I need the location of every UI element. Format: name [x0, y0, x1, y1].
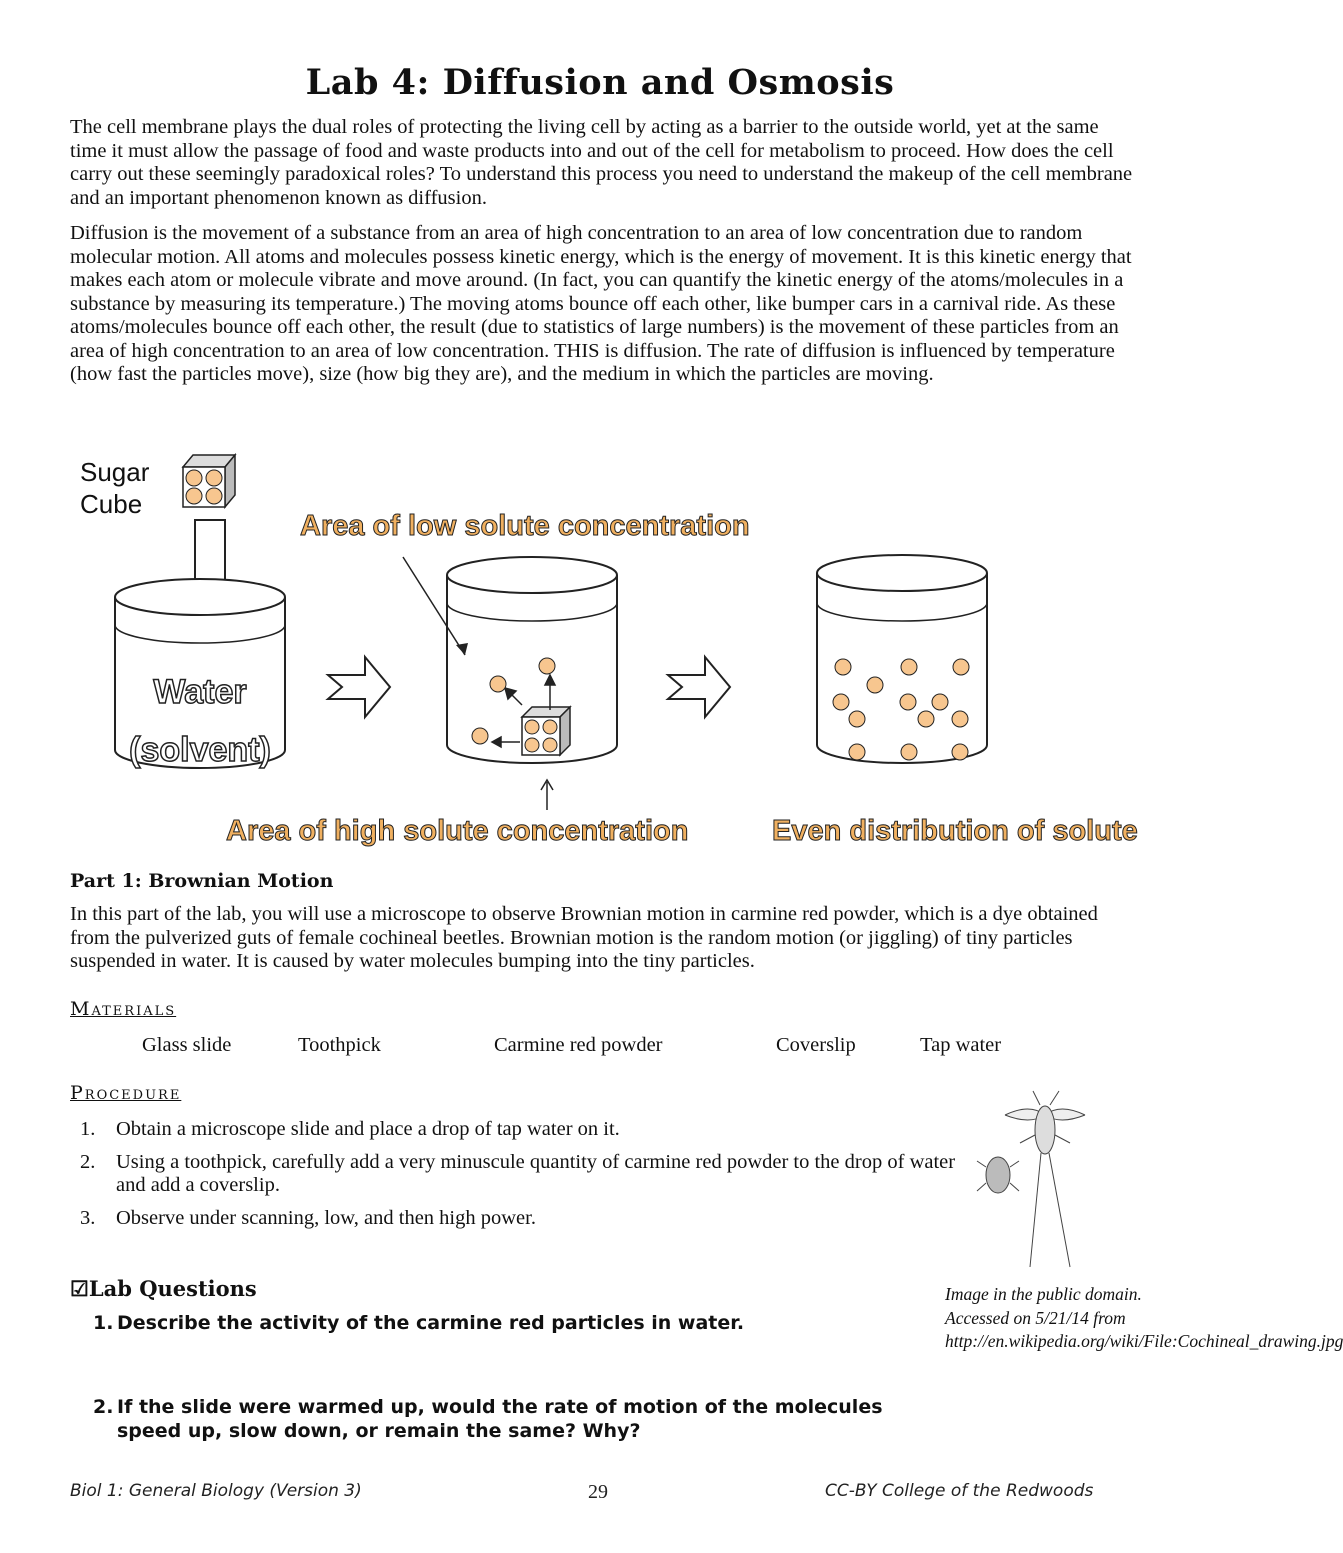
procedure-step	[80, 1207, 960, 1230]
intro-paragraph-1: The cell membrane plays the dual roles of protecting the living cell by acting as a barrier to the outside world, yet at the same time it must allow the passage of food and waste products into and out of the cell for metabolism to proceed. How does the cell carry out these seemingly paradoxical roles? To understand this process you need to understand the makeup of the cell membrane and an important phenomenon known as diffusion.	[70, 116, 1133, 209]
page-title: Lab 4: Diffusion and Osmosis	[305, 62, 895, 103]
sugar-cube-label-2: Cube	[80, 489, 143, 519]
high-concentration-label: Area of high solute concentration	[226, 815, 689, 847]
solute-particle	[472, 728, 488, 744]
material-item: Glass slide	[142, 1034, 232, 1056]
step-number: 3.	[80, 1207, 96, 1229]
part1-heading: Part 1: Brownian Motion	[70, 870, 334, 892]
material-item: Carmine red powder	[494, 1034, 663, 1056]
water-label-2: (solvent)	[129, 731, 271, 769]
footer-license: CC-BY College of the Redwoods	[825, 1481, 1094, 1501]
material-item: Tap water	[920, 1034, 1002, 1056]
sugar-cube-icon	[183, 455, 235, 507]
materials-label: Materials	[70, 998, 177, 1020]
question-number: 1.	[93, 1312, 114, 1334]
procedure-step	[80, 1118, 960, 1141]
procedure-label: Procedure	[70, 1082, 182, 1104]
checkbox-icon: ☑	[70, 1276, 89, 1301]
step-text: Obtain a microscope slide and place a drop of tap water on it.	[116, 1118, 620, 1140]
dissolving-cube-icon	[522, 707, 570, 755]
diffusion-figure	[60, 445, 1150, 860]
even-distribution-label: Even distribution of solute	[772, 815, 1138, 847]
right-arrow-icon	[668, 657, 730, 717]
step-text: Using a toothpick, carefully add a very minuscule quantity of carmine red powder to the drop of water and add a coverslip.	[116, 1151, 956, 1196]
procedure-list	[80, 1118, 960, 1240]
water-label-1: Water	[153, 673, 247, 711]
step-number: 1.	[80, 1118, 96, 1140]
step-number: 2.	[80, 1151, 96, 1173]
footer-course: Biol 1: General Biology (Version 3)	[70, 1481, 362, 1501]
lab-questions-title: Lab Questions	[88, 1276, 257, 1301]
right-arrow-icon	[328, 657, 390, 717]
material-item: Toothpick	[298, 1034, 381, 1056]
step-text: Observe under scanning, low, and then high power.	[116, 1207, 536, 1229]
part1-text: In this part of the lab, you will use a microscope to observe Brownian motion in carmine red powder, which is a dye obtained from the pulverized guts of female cochineal beetles. Brownian motion is the random motion (or jiggling) of tiny particles suspended in water. It is caused by water molecules bumping into the tiny particles.	[70, 903, 1098, 972]
procedure-step	[80, 1151, 960, 1197]
intro-paragraph-2: Diffusion is the movement of a substance from an area of high concentration to an area of low concentration due to random molecular motion. All atoms and molecules possess kinetic energy, which is the energy of movement. It is this kinetic energy that makes each atom or molecule vibrate and move around. (In fact, you can quantify the kinetic energy of the atoms/molecules in a substance by measuring its temperature.) The moving atoms bounce off each other, like bumper cars in a carnival ride. As these atoms/molecules bounce off each other, the result (due to statistics of large numbers) is the movement of these particles from an area of high concentration to an area of low concentration. THIS is diffusion. The rate of diffusion is influenced by temperature (how fast the particles move), size (how big they are), and the medium in which the particles are moving.	[70, 222, 1132, 385]
solute-particle	[539, 658, 555, 674]
footer-page-number: 29	[588, 1481, 608, 1503]
material-item: Coverslip	[776, 1034, 856, 1056]
question-number: 2.	[93, 1396, 114, 1418]
cochineal-drawing	[975, 1085, 1115, 1270]
solute-particle	[490, 676, 506, 692]
question-1	[93, 1311, 893, 1335]
sugar-cube-label-1: Sugar	[80, 457, 150, 487]
lab-questions-heading	[70, 1276, 257, 1301]
image-caption: Image in the public domain. Accessed on 5/21/14 from http://en.wikipedia.org/wiki/File:Cochineal_drawing.jpg	[945, 1284, 1343, 1351]
question-2	[93, 1395, 893, 1443]
question-text: Describe the activity of the carmine red particles in water.	[117, 1312, 745, 1334]
low-concentration-label: Area of low solute concentration	[300, 510, 750, 542]
question-text: If the slide were warmed up, would the rate of motion of the molecules speed up, slow down, or remain the same? Why?	[117, 1396, 883, 1442]
